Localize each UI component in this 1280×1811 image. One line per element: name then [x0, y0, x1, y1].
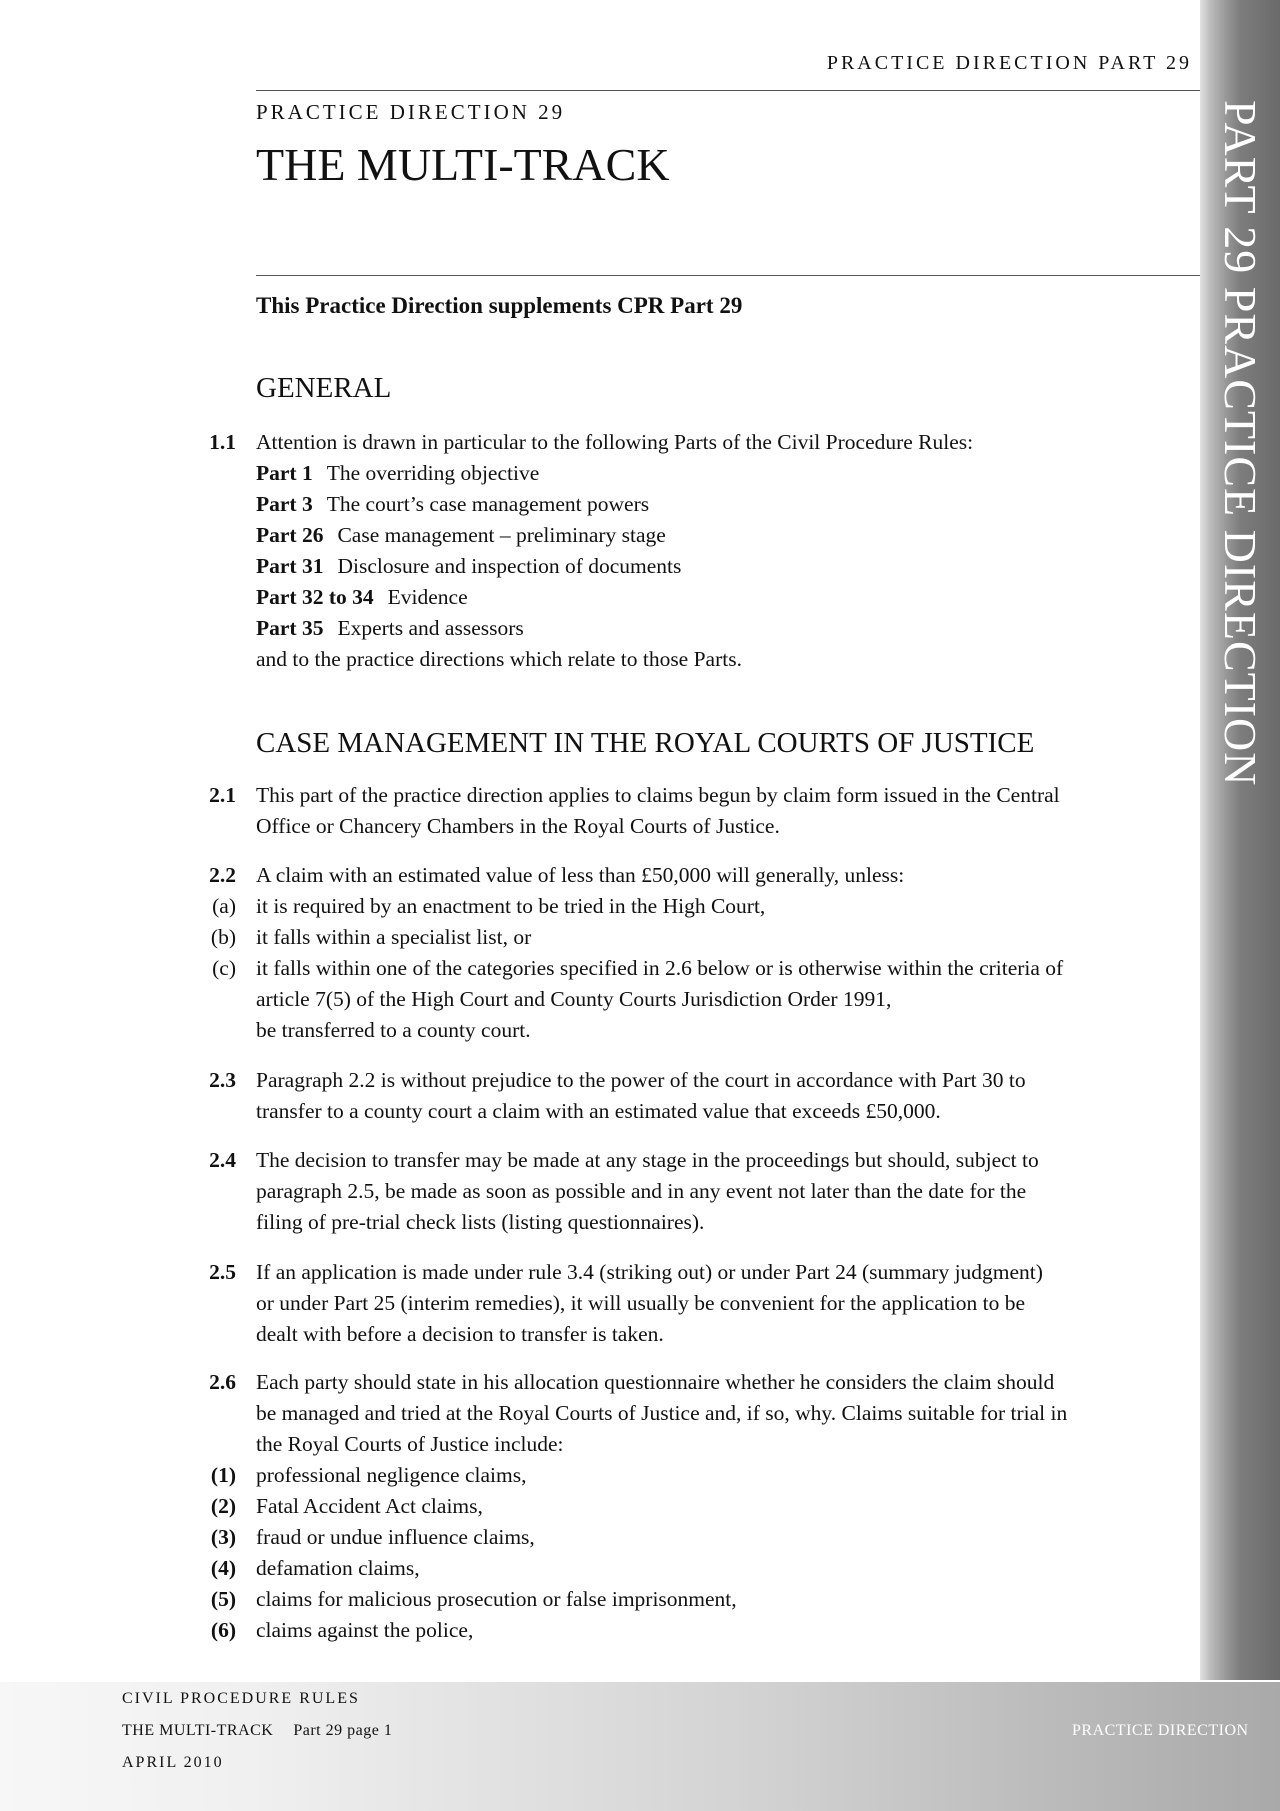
- sub-item-text: it falls within a specialist list, or: [256, 925, 532, 949]
- section-heading-general: GENERAL: [256, 372, 392, 404]
- parts-list-item: [256, 616, 524, 641]
- footer-title: THE MULTI-TRACK: [122, 1722, 274, 1739]
- parts-list-item: [256, 585, 468, 610]
- claim-number: (5): [210, 1587, 236, 1611]
- paragraph-text: or under Part 25 (interim remedies), it will usually be convenient for the application to be: [256, 1291, 1026, 1315]
- part-desc: Case management – preliminary stage: [337, 523, 666, 547]
- sub-item-text: it is required by an enactment to be tried in the High Court,: [256, 894, 766, 918]
- claim-number: (6): [210, 1618, 236, 1642]
- paragraph-text: Each party should state in his allocation questionnaire whether he considers the claim should: [256, 1370, 1055, 1394]
- paragraph-number: 2.4: [209, 1148, 236, 1172]
- claim-number: (2): [210, 1494, 236, 1518]
- paragraph-text: dealt with before a decision to transfer is taken.: [256, 1322, 664, 1346]
- paragraph-text: paragraph 2.5, be made as soon as possible and in any event not later than the date for the: [256, 1179, 1027, 1203]
- title-rule: [256, 275, 1200, 276]
- claim-text: claims for malicious prosecution or false imprisonment,: [256, 1587, 737, 1611]
- paragraph-number: 2.1: [209, 783, 236, 807]
- sub-item-text: article 7(5) of the High Court and County Courts Jurisdiction Order 1991,: [256, 987, 892, 1011]
- paragraph-text: This part of the practice direction applies to claims begun by claim form issued in the Central: [256, 783, 1060, 807]
- page-title: THE MULTI-TRACK: [256, 139, 670, 190]
- parts-list-item: [256, 523, 666, 548]
- claim-number: (3): [210, 1525, 236, 1549]
- sub-item-number: (c): [212, 956, 236, 980]
- part-ref: Part 1: [256, 461, 313, 485]
- part-ref: Part 26: [256, 523, 324, 547]
- supplement-note: This Practice Direction supplements CPR Part 29: [256, 293, 743, 318]
- parts-list-item: [256, 461, 539, 486]
- section-heading-rcj: CASE MANAGEMENT IN THE ROYAL COURTS OF JUSTICE: [256, 727, 1035, 759]
- paragraph-number: 1.1: [209, 430, 236, 454]
- part-ref: Part 31: [256, 554, 324, 578]
- side-tab-label: PART 29 PRACTICE DIRECTION: [1215, 100, 1266, 787]
- claim-text: claims against the police,: [256, 1618, 474, 1642]
- paragraph-text: The decision to transfer may be made at any stage in the proceedings but should, subject to: [256, 1148, 1039, 1172]
- paragraph-text: Attention is drawn in particular to the following Parts of the Civil Procedure Rules:: [256, 430, 974, 454]
- parts-list-item: [256, 554, 681, 579]
- paragraph-text: Paragraph 2.2 is without prejudice to the power of the court in accordance with Part 30 to: [256, 1068, 1026, 1092]
- paragraph-text: transfer to a county court a claim with an estimated value that exceeds £50,000.: [256, 1099, 941, 1123]
- claim-number: (1): [210, 1463, 236, 1487]
- top-rule: [256, 90, 1200, 91]
- footer-page-number: Part 29 page 1: [293, 1722, 393, 1739]
- paragraph-text: be transferred to a county court.: [256, 1018, 531, 1042]
- paragraph-text: If an application is made under rule 3.4 (striking out) or under Part 24 (summary judgment): [256, 1260, 1043, 1284]
- paragraph-text: filing of pre-trial check lists (listing questionnaires).: [256, 1210, 705, 1234]
- parts-list-item: [256, 492, 649, 517]
- paragraph-number: 2.3: [209, 1068, 236, 1092]
- footer-page-ref: [122, 1722, 392, 1740]
- footer-section-label: PRACTICE DIRECTION: [1072, 1722, 1249, 1739]
- part-ref: Part 32 to 34: [256, 585, 374, 609]
- sub-item-number: (b): [210, 925, 236, 949]
- claim-text: defamation claims,: [256, 1556, 420, 1580]
- part-desc: The overriding objective: [326, 461, 540, 485]
- paragraph-text: the Royal Courts of Justice include:: [256, 1432, 564, 1456]
- part-ref: Part 35: [256, 616, 324, 640]
- paragraph-text: A claim with an estimated value of less than £50,000 will generally, unless:: [256, 863, 905, 887]
- claim-number: (4): [210, 1556, 236, 1580]
- claim-text: fraud or undue influence claims,: [256, 1525, 535, 1549]
- paragraph-number: 2.2: [209, 863, 236, 887]
- paragraph-text: and to the practice directions which relate to those Parts.: [256, 647, 742, 671]
- sub-item-text: it falls within one of the categories specified in 2.6 below or is otherwise within the criteria of: [256, 956, 1064, 980]
- part-desc: Evidence: [387, 585, 468, 609]
- part-ref: Part 3: [256, 492, 313, 516]
- part-desc: Disclosure and inspection of documents: [337, 554, 682, 578]
- running-head: PRACTICE DIRECTION PART 29: [826, 52, 1192, 74]
- paragraph-number: 2.6: [209, 1370, 236, 1394]
- footer-publication: CIVIL PROCEDURE RULES: [122, 1690, 360, 1707]
- paragraph-text: Office or Chancery Chambers in the Royal Courts of Justice.: [256, 814, 780, 838]
- sub-item-number: (a): [212, 894, 236, 918]
- claim-text: Fatal Accident Act claims,: [256, 1494, 483, 1518]
- part-desc: The court’s case management powers: [326, 492, 650, 516]
- paragraph-text: be managed and tried at the Royal Courts of Justice and, if so, why. Claims suitable for trial in: [256, 1401, 1068, 1425]
- part-desc: Experts and assessors: [337, 616, 524, 640]
- claim-text: professional negligence claims,: [256, 1463, 527, 1487]
- footer-date: APRIL 2010: [122, 1754, 224, 1771]
- paragraph-number: 2.5: [209, 1260, 236, 1284]
- document-kicker: PRACTICE DIRECTION 29: [256, 100, 566, 124]
